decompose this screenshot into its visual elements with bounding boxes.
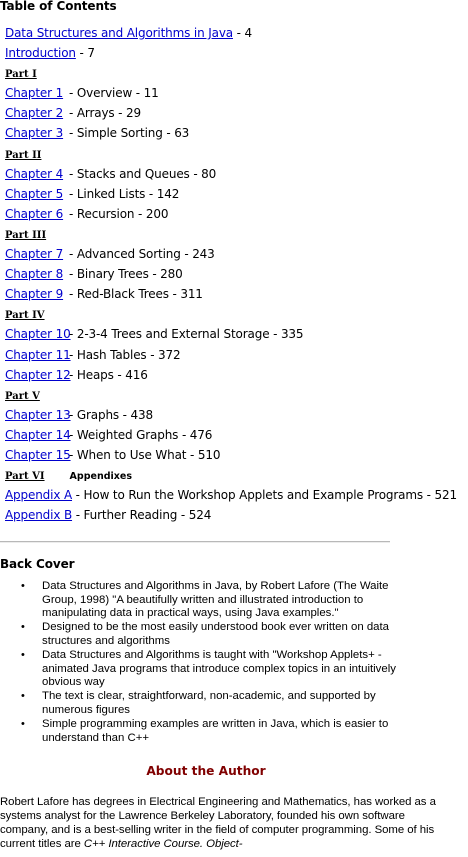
back-cover-item-text: Simple programming examples are written in Java, which is easier to understand than C++: [42, 717, 389, 744]
chapter-link[interactable]: Chapter 10: [5, 327, 71, 342]
chapter-entry: [5, 204, 465, 224]
entry-detail: - Binary Trees - 280: [69, 267, 183, 282]
entry-detail: - Recursion - 200: [69, 206, 169, 221]
chapter-entry: [5, 164, 465, 184]
entry-detail: - Arrays - 29: [69, 106, 141, 121]
chapter-link[interactable]: Chapter 9: [5, 287, 64, 302]
part-heading: [5, 63, 465, 83]
back-cover-item: [0, 649, 440, 690]
toc-link[interactable]: Data Structures and Algorithms in Java: [5, 26, 233, 40]
chapter-link[interactable]: Chapter 8: [5, 267, 64, 282]
entry-detail: - When to Use What - 510: [69, 447, 221, 462]
back-cover-item-text: Designed to be the most easily understood book ever written on data structures and algorithms: [42, 621, 389, 647]
part-heading: [5, 465, 465, 485]
chapter-link[interactable]: Chapter 4: [5, 166, 64, 181]
bullet-icon: •: [21, 648, 25, 661]
part-label: Part I: [5, 69, 37, 81]
chapter-entry: [5, 405, 465, 425]
back-cover-item-text: Data Structures and Algorithms in Java, by Robert Lafore (The Waite Group, 1998) "A beautifully written and illustrated introduction to manipulating data in practical ways, using Java examples.": [42, 580, 389, 620]
entry-detail: - Advanced Sorting - 243: [69, 247, 215, 262]
entry-detail: - Heaps - 416: [69, 367, 148, 382]
entry-detail: - Linked Lists - 142: [69, 186, 180, 201]
part-label: Part IV: [5, 310, 45, 322]
entry-detail: - Weighted Graphs - 476: [69, 427, 213, 442]
chapter-entry: [5, 264, 465, 284]
bullet-icon: •: [21, 717, 25, 730]
bullet-icon: •: [21, 621, 25, 634]
chapter-entry: [5, 284, 465, 304]
part-heading: [5, 385, 465, 405]
chapter-link[interactable]: Chapter 15: [5, 447, 71, 462]
chapter-link[interactable]: Chapter 6: [5, 206, 64, 221]
author-text-italic: C++ Interactive Course. Object-: [83, 838, 243, 850]
chapter-entry: [5, 184, 465, 204]
toc-link[interactable]: Appendix B: [5, 508, 73, 523]
part-extra-label: Appendixes: [69, 471, 132, 483]
entry-detail: - Hash Tables - 372: [69, 347, 181, 362]
entry-detail: - 4: [232, 26, 252, 40]
chapter-entry: [5, 324, 465, 344]
section-divider: [0, 541, 390, 543]
entry-detail: - Red-Black Trees - 311: [69, 287, 203, 302]
chapter-link[interactable]: Chapter 5: [5, 186, 64, 201]
part-heading: [5, 304, 465, 324]
entry-detail: - Further Reading - 524: [72, 508, 212, 523]
about-author-text: [0, 795, 440, 851]
chapter-link[interactable]: Chapter 1: [5, 86, 64, 101]
back-cover-list: [0, 580, 440, 746]
chapter-entry: [5, 83, 465, 103]
chapter-link[interactable]: Chapter 11: [5, 347, 71, 362]
chapter-link[interactable]: Chapter 2: [5, 106, 64, 121]
part-heading: [5, 144, 465, 164]
bullet-icon: •: [21, 580, 25, 592]
entry-detail: - Stacks and Queues - 80: [69, 166, 217, 181]
part-label: Part III: [5, 229, 47, 241]
back-cover-item: [0, 690, 440, 717]
part-label: Part V: [5, 390, 40, 402]
chapter-link[interactable]: Chapter 12: [5, 367, 71, 382]
chapter-link[interactable]: Chapter 14: [5, 427, 71, 442]
entry-detail: - 2-3-4 Trees and External Storage - 335: [69, 327, 304, 342]
chapter-entry: [5, 345, 465, 365]
chapter-entry: [5, 425, 465, 445]
chapter-entry: [5, 365, 465, 385]
back-cover-title: Back Cover: [0, 557, 75, 571]
chapter-link[interactable]: Chapter 13: [5, 407, 71, 422]
entry-detail: - Graphs - 438: [69, 407, 153, 422]
chapter-entry: [5, 103, 465, 123]
about-author-heading: About the Author: [146, 764, 266, 778]
part-heading: [5, 224, 465, 244]
author-text-plain: Robert Lafore has degrees in Electrical Engineering and Mathematics, has worked as a systems analyst for the Lawrence Berkeley Laboratory, founded his own software company, and is a best-selling writer in the field of computer programming. Some of his current titles are: [0, 796, 436, 850]
chapter-link[interactable]: Chapter 3: [5, 126, 64, 141]
back-cover-item: [0, 718, 440, 745]
back-cover-item-text: Data Structures and Algorithms is taught with "Workshop Applets+ - animated Java programs that introduce complex topics in an intuitively obvious way: [42, 648, 396, 689]
toc-entry: [5, 505, 465, 525]
toc-title: Table of Contents: [0, 0, 117, 13]
entry-detail: - Overview - 11: [69, 86, 159, 101]
part-label: Part VI: [5, 471, 45, 483]
toc-link[interactable]: Appendix A: [5, 488, 73, 503]
part-label: Part II: [5, 149, 42, 161]
chapter-entry: [5, 123, 465, 143]
entry-detail: - How to Run the Workshop Applets and Example Programs - 521: [72, 488, 457, 503]
back-cover-item-text: The text is clear, straightforward, non-academic, and supported by numerous figures: [42, 690, 376, 716]
toc-entry: [5, 23, 465, 43]
entry-detail: - Simple Sorting - 63: [69, 126, 190, 141]
chapter-link[interactable]: Chapter 7: [5, 247, 64, 262]
back-cover-item: [0, 580, 440, 621]
chapter-entry: [5, 445, 465, 465]
toc-entry: [5, 43, 465, 63]
entry-detail: - 7: [75, 46, 95, 61]
chapter-entry: [5, 244, 465, 264]
toc-link[interactable]: Introduction: [5, 46, 76, 61]
back-cover-item: [0, 621, 440, 648]
bullet-icon: •: [21, 690, 25, 703]
toc-entry: [5, 485, 465, 505]
toc-list: [5, 23, 465, 525]
